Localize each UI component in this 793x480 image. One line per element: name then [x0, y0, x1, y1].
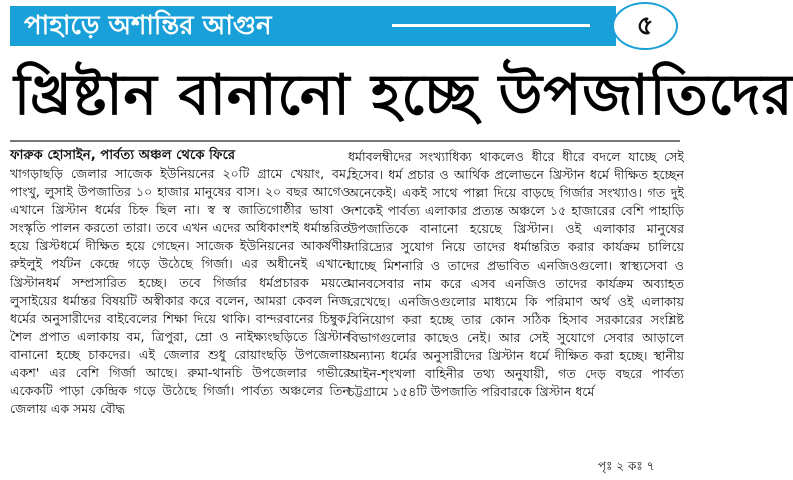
- right-column: [348, 148, 684, 401]
- left-column-text: খাগড়াছড়ি জেলার সাজেক ইউনিয়নের ২০টি গ্রামে খেয়াং, বম, পাংখু, লুসাই উপজাতির ১০ হাজার মানুষের বাস। ২০ বছর আগেও এখানে খ্রিস্টান ধর্মের চিহ্ন ছিল না। স্ব স্ব জাতিগোষ্ঠীর ভাষা ও সংস্কৃতি পালন করতো তারা। তবে এখন এদের অধিকাংশই ধর্মান্তরিত হয়ে খ্রিস্টধর্মে দীক্ষিত হয়ে গেছেন। সাজেক ইউনিয়নের আকর্ষণীয় রুইলুই পর্যটন কেন্দ্রে গড়ে উঠেছে গির্জা। এর অধীনেই এখানে খ্রিস্টানধর্ম সম্প্রসারিত হচ্ছে। তবে গির্জার ধর্মপ্রচারক ময়তে লুসাইয়ের ধর্মান্তর বিষয়টি অস্বীকার করে বলেন, আমরা কেবল নিজ ধর্মের অনুসারীদের বাইবেলের শিক্ষা দিয়ে থাকি। বান্দরবানের চিম্বুক, শৈল প্রপাত এলাকায় বম, ত্রিপুরা, ম্রো ও নাইক্ষ্যংছড়িতে খ্রিস্টান বানানো হচ্ছে চাকদের। এই জেলার শুধু রোয়াংছড়ি উপজেলায় একশ' এর বেশি গির্জা আছে। রুমা-থানচি উপজেলার গভীরে একেকটি পাড়া কেন্দ্রিক গড়ে উঠেছে গির্জা। পার্বত্য অঞ্চলের তিন জেলায় এক সময় বৌদ্ধ: [10, 166, 350, 417]
- section-banner: [0, 0, 690, 54]
- right-column-text: ধর্মাবলম্বীদের সংখ্যাধিক্য থাকলেও ধীরে ধীরে বদলে যাচ্ছে সেই হিসেব। ধর্ম প্রচার ও আর্থিক প্রলোভনে খ্রিস্টান ধর্মে দীক্ষিত হচ্ছেন অনেকেই। একই সাথে পাল্লা দিয়ে বাড়ছে গির্জার সংখ্যাও। গত দুই দশকেই পার্বত্য এলাকার প্রত্যন্ত অঞ্চলে ১৫ হাজারের বেশি পাহাড়ি উপজাতিকে বানানো হয়েছে খ্রিস্টান। ওই এলাকার মানুষের দারিদ্র্যের সুযোগ নিয়ে তাদের ধর্মান্তরিত করার কার্যক্রম চালিয়ে যাচ্ছে মিশনারি ও তাদের প্রভাবিত এনজিওগুলো। স্বাস্থ্যসেবা ও মানবসেবার নাম করে এসব এনজিও তাদের কার্যক্রম অব্যাহত রেখেছে। এনজিওগুলোর মাধ্যমে কি পরিমাণ অর্থ ওই এলাকায় বিনিয়োগ করা হচ্ছে তার কোন সঠিক হিসাব সরকারের সংশ্লিষ্ট বিভাগগুলোর কাছেও নেই। আর সেই সুযোগে সেবার আড়ালে অন্যান্য ধর্মের অনুসারীদের খ্রিস্টান ধর্মে দীক্ষিত করা হচ্ছে। স্থানীয় আইন-শৃংখলা বাহিনীর তথ্য অনুযায়ী, গত দেড় বছরে পার্বত্য চট্টগ্রামে ১৫৪টি উপজাতি পরিবারকে খ্রিস্টান ধর্মে: [348, 149, 684, 400]
- headline-divider: [10, 140, 680, 142]
- left-column: [10, 146, 350, 418]
- page-number-badge: ৫: [612, 2, 678, 50]
- section-title: পাহাড়ে অশান্তির আগুন: [24, 11, 272, 41]
- continuation-jump: পৃঃ ২ কঃ ৭: [598, 459, 655, 473]
- banner-rule: [392, 24, 590, 27]
- byline: ফারুক হোসাইন, পার্বত্য অঞ্চল থেকে ফিরে: [10, 148, 236, 163]
- headline: খ্রিষ্টান বানানো হচ্ছে উপজাতিদের: [14, 63, 793, 128]
